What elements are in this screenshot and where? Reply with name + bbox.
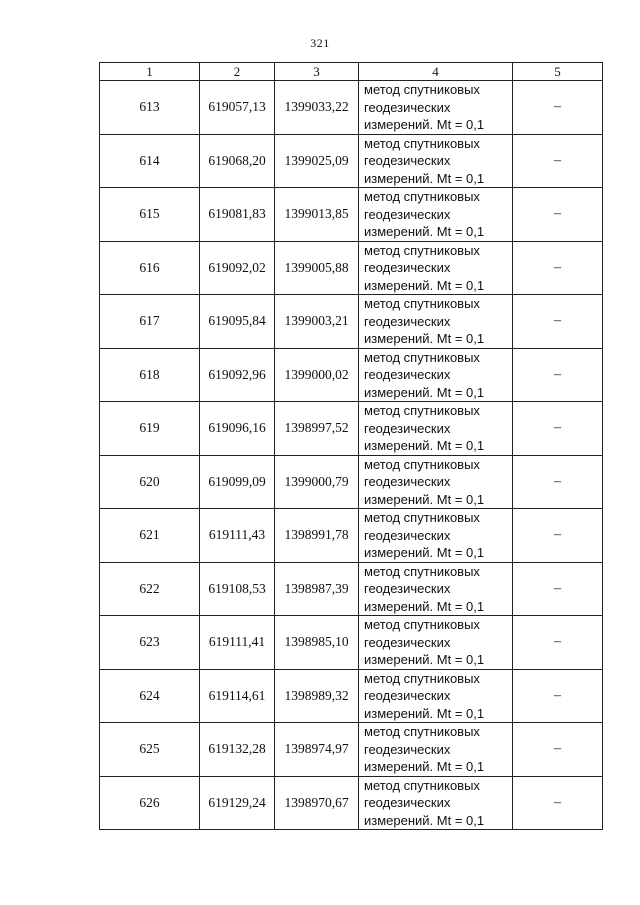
method-text-line: измерений. Mt = 0,1 <box>364 331 485 346</box>
method-cell <box>359 562 513 616</box>
method-text-line: геодезических <box>364 313 451 329</box>
note-cell: – <box>513 723 603 777</box>
point-number-cell: 617 <box>100 295 200 349</box>
method-text-line: измерений. Mt = 0,1 <box>364 224 485 239</box>
method-text-line: метод спутниковых <box>364 777 480 793</box>
y-coordinate-cell: 1398974,97 <box>275 723 359 777</box>
x-coordinate-cell: 619081,83 <box>200 188 275 242</box>
method-text-line: измерений. Mt = 0,1 <box>364 545 485 560</box>
method-text-line: метод спутниковых <box>364 456 480 472</box>
x-coordinate-cell: 619068,20 <box>200 134 275 188</box>
point-number-cell: 615 <box>100 188 200 242</box>
x-coordinate-cell: 619111,41 <box>200 616 275 670</box>
table-row <box>100 509 603 563</box>
point-number-cell: 625 <box>100 723 200 777</box>
table-row <box>100 241 603 295</box>
y-coordinate-cell: 1399003,21 <box>275 295 359 349</box>
method-text-line: метод спутниковых <box>364 617 480 632</box>
header-row <box>100 63 603 81</box>
table-row <box>100 616 603 670</box>
page-number: 321 <box>310 36 330 50</box>
table-row <box>100 562 603 616</box>
method-cell <box>359 134 513 188</box>
point-number-cell: 620 <box>100 455 200 509</box>
method-cell <box>359 295 513 349</box>
method-cell <box>359 455 513 509</box>
method-cell <box>359 348 513 402</box>
method-text-line: измерений. Mt = 0,1 <box>364 759 485 774</box>
method-text-line: метод спутниковых <box>364 135 480 151</box>
method-text-line: измерений. Mt = 0,1 <box>364 491 485 507</box>
point-number-cell: 614 <box>100 134 200 188</box>
method-text-line: измерений. Mt = 0,1 <box>364 705 485 721</box>
table-row <box>100 723 603 777</box>
x-coordinate-cell: 619132,28 <box>200 723 275 777</box>
point-number-cell: 613 <box>100 81 200 135</box>
y-coordinate-cell: 1398989,32 <box>275 669 359 723</box>
table-row <box>100 295 603 349</box>
method-text-line: геодезических <box>364 741 451 757</box>
method-text-line: измерений. Mt = 0,1 <box>364 277 485 293</box>
point-number-cell: 623 <box>100 616 200 670</box>
column-header-5: 5 <box>513 63 603 81</box>
y-coordinate-cell: 1398991,78 <box>275 509 359 563</box>
note-cell: – <box>513 616 603 670</box>
method-text-line: геодезических <box>364 634 451 650</box>
note-cell: – <box>513 402 603 456</box>
method-text-line: метод спутниковых <box>364 670 480 686</box>
table-row <box>100 81 603 135</box>
x-coordinate-cell: 619108,53 <box>200 562 275 616</box>
method-text-line: геодезических <box>364 420 451 436</box>
y-coordinate-cell: 1399000,79 <box>275 455 359 509</box>
point-number-cell: 618 <box>100 348 200 402</box>
method-cell <box>359 669 513 723</box>
method-text-line: метод спутниковых <box>364 349 480 365</box>
x-coordinate-cell: 619129,24 <box>200 776 275 830</box>
method-text-line: измерений. Mt = 0,1 <box>364 384 485 400</box>
y-coordinate-cell: 1399013,85 <box>275 188 359 242</box>
note-cell: – <box>513 134 603 188</box>
note-cell: – <box>513 348 603 402</box>
method-text-line: геодезических <box>364 260 451 275</box>
method-text-line: измерений. Mt = 0,1 <box>364 598 485 614</box>
method-cell <box>359 509 513 563</box>
method-text-line: метод спутниковых <box>364 296 480 311</box>
method-text-line: измерений. Mt = 0,1 <box>364 438 485 453</box>
point-number-cell: 621 <box>100 509 200 563</box>
note-cell: – <box>513 509 603 563</box>
note-cell: – <box>513 188 603 242</box>
method-text-line: метод спутниковых <box>364 189 480 204</box>
column-header-4: 4 <box>359 63 513 81</box>
method-text-line: измерений. Mt = 0,1 <box>364 117 485 132</box>
method-text-line: геодезических <box>364 367 451 382</box>
point-number-cell: 626 <box>100 776 200 830</box>
y-coordinate-cell: 1398970,67 <box>275 776 359 830</box>
method-text-line: геодезических <box>364 581 451 596</box>
x-coordinate-cell: 619092,96 <box>200 348 275 402</box>
point-number-cell: 619 <box>100 402 200 456</box>
method-cell <box>359 776 513 830</box>
method-text-line: геодезических <box>364 527 451 543</box>
y-coordinate-cell: 1399033,22 <box>275 81 359 135</box>
table-row <box>100 188 603 242</box>
x-coordinate-cell: 619111,43 <box>200 509 275 563</box>
method-cell <box>359 81 513 135</box>
method-text-line: метод спутниковых <box>364 403 480 418</box>
column-header-3: 3 <box>275 63 359 81</box>
y-coordinate-cell: 1398987,39 <box>275 562 359 616</box>
y-coordinate-cell: 1398997,52 <box>275 402 359 456</box>
x-coordinate-cell: 619092,02 <box>200 241 275 295</box>
note-cell: – <box>513 295 603 349</box>
table-row <box>100 455 603 509</box>
x-coordinate-cell: 619057,13 <box>200 81 275 135</box>
point-number-cell: 616 <box>100 241 200 295</box>
method-cell <box>359 241 513 295</box>
method-text-line: измерений. Mt = 0,1 <box>364 170 485 186</box>
method-text-line: геодезических <box>364 99 451 115</box>
y-coordinate-cell: 1399025,09 <box>275 134 359 188</box>
method-text-line: геодезических <box>364 688 451 703</box>
method-text-line: метод спутниковых <box>364 510 480 525</box>
note-cell: – <box>513 562 603 616</box>
note-cell: – <box>513 81 603 135</box>
table-body <box>100 81 603 830</box>
method-cell <box>359 402 513 456</box>
x-coordinate-cell: 619099,09 <box>200 455 275 509</box>
method-cell <box>359 616 513 670</box>
method-cell <box>359 723 513 777</box>
method-text-line: метод спутниковых <box>364 724 480 739</box>
x-coordinate-cell: 619096,16 <box>200 402 275 456</box>
method-text-line: измерений. Mt = 0,1 <box>364 652 485 667</box>
y-coordinate-cell: 1398985,10 <box>275 616 359 670</box>
method-cell <box>359 188 513 242</box>
point-number-cell: 622 <box>100 562 200 616</box>
table-row <box>100 669 603 723</box>
note-cell: – <box>513 241 603 295</box>
table-row <box>100 776 603 830</box>
column-header-2: 2 <box>200 63 275 81</box>
method-text-line: геодезических <box>364 206 451 222</box>
coordinates-table <box>99 62 603 830</box>
method-text-line: геодезических <box>364 474 451 489</box>
method-text-line: геодезических <box>364 153 451 168</box>
table-row <box>100 134 603 188</box>
x-coordinate-cell: 619114,61 <box>200 669 275 723</box>
method-text-line: метод спутниковых <box>364 563 480 579</box>
y-coordinate-cell: 1399005,88 <box>275 241 359 295</box>
method-text-line: метод спутниковых <box>364 82 480 97</box>
table-row <box>100 402 603 456</box>
note-cell: – <box>513 455 603 509</box>
x-coordinate-cell: 619095,84 <box>200 295 275 349</box>
note-cell: – <box>513 776 603 830</box>
table-row <box>100 348 603 402</box>
column-header-1: 1 <box>100 63 200 81</box>
y-coordinate-cell: 1399000,02 <box>275 348 359 402</box>
note-cell: – <box>513 669 603 723</box>
method-text-line: метод спутниковых <box>364 242 480 258</box>
method-text-line: геодезических <box>364 795 451 810</box>
method-text-line: измерений. Mt = 0,1 <box>364 812 485 828</box>
point-number-cell: 624 <box>100 669 200 723</box>
